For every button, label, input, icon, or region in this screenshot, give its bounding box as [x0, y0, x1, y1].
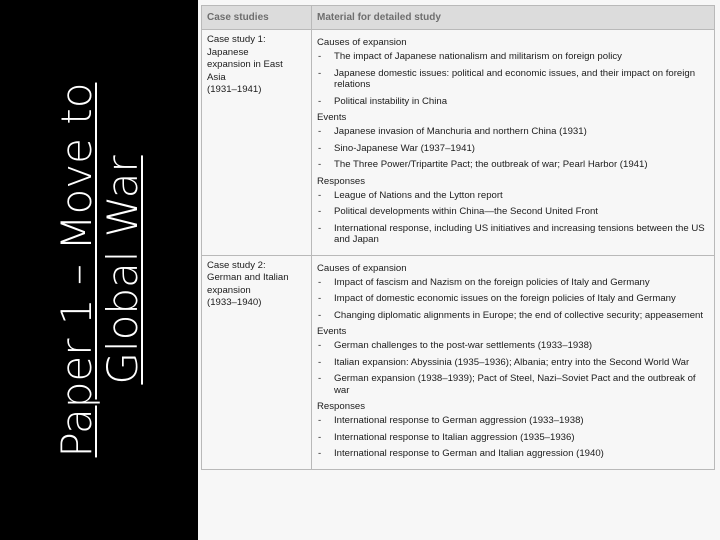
list-item: - German challenges to the post-war settlements (1933–1938) [317, 340, 709, 352]
case-name-line: Asia [207, 71, 226, 83]
section-title-events: Events [317, 112, 347, 123]
case-study-1-name [202, 30, 312, 256]
list-item: - International response to German aggression (1933–1938) [317, 415, 709, 427]
list-item: - The Three Power/Tripartite Pact; the outbreak of war; Pearl Harbor (1941) [317, 159, 709, 171]
list-item: - International response to German and Italian aggression (1940) [317, 448, 709, 460]
list-item: - Impact of fascism and Nazism on the foreign policies of Italy and Germany [317, 277, 709, 289]
list-item: - German expansion (1938–1939); Pact of Steel, Nazi–Soviet Pact and the outbreak of war [317, 373, 709, 396]
section-title-responses: Responses [317, 175, 365, 187]
causes-list [317, 277, 709, 322]
section-title-causes: Causes of expansion [317, 37, 407, 48]
case-name-line: (1931–1941) [207, 84, 262, 95]
case-study-2-material [312, 255, 715, 469]
case-name-line: Case study 2: [207, 259, 266, 271]
header-case-studies: Case studies [202, 6, 312, 30]
case-study-2-name [202, 255, 312, 469]
section-title-causes: Causes of expansion [317, 262, 407, 274]
table-header-row [202, 6, 715, 30]
list-item: - Changing diplomatic alignments in Europe; the end of collective security; appeasement [317, 310, 709, 322]
table-row [202, 30, 715, 256]
list-item: - Sino-Japanese War (1937–1941) [317, 143, 709, 155]
header-material: Material for detailed study [312, 6, 715, 30]
causes-list [317, 51, 709, 107]
list-item: - Italian expansion: Abyssinia (1935–1936); Albania; entry into the Second World War [317, 357, 709, 369]
list-item: - Japanese domestic issues: political and economic issues, and their impact on foreign relations [317, 68, 709, 91]
table-row [202, 255, 715, 469]
case-name-line: Japanese [207, 46, 249, 58]
responses-list [317, 415, 709, 460]
syllabus-table [201, 5, 715, 470]
case-name-line: expansion [207, 284, 251, 296]
case-name-line: expansion in East [207, 59, 283, 70]
list-item: - Impact of domestic economic issues on the foreign policies of Italy and Germany [317, 293, 709, 305]
section-title-responses: Responses [317, 401, 365, 412]
case-name-line: (1933–1940) [207, 297, 262, 308]
list-item: - Political developments within China—the Second United Front [317, 206, 709, 218]
events-list [317, 126, 709, 171]
slide-title-line-2: Global War [98, 155, 147, 385]
case-name-line: Case study 1: [207, 34, 266, 45]
slide-title-line-1: Paper 1 – Move to [52, 82, 101, 458]
events-list [317, 340, 709, 396]
list-item: - Political instability in China [317, 96, 709, 108]
slide-title-panel [0, 0, 198, 540]
slide-title [54, 83, 146, 458]
list-item: - International response to Italian aggression (1935–1936) [317, 432, 709, 444]
list-item: - International response, including US initiatives and increasing tensions between the US and Japan [317, 223, 709, 246]
case-name-line: German and Italian [207, 272, 289, 283]
document-page [198, 0, 720, 540]
section-title-events: Events [317, 326, 347, 337]
list-item: - Japanese invasion of Manchuria and northern China (1931) [317, 126, 709, 138]
responses-list [317, 190, 709, 246]
case-study-1-material [312, 30, 715, 256]
list-item: - The impact of Japanese nationalism and militarism on foreign policy [317, 51, 709, 63]
list-item: - League of Nations and the Lytton report [317, 190, 709, 202]
